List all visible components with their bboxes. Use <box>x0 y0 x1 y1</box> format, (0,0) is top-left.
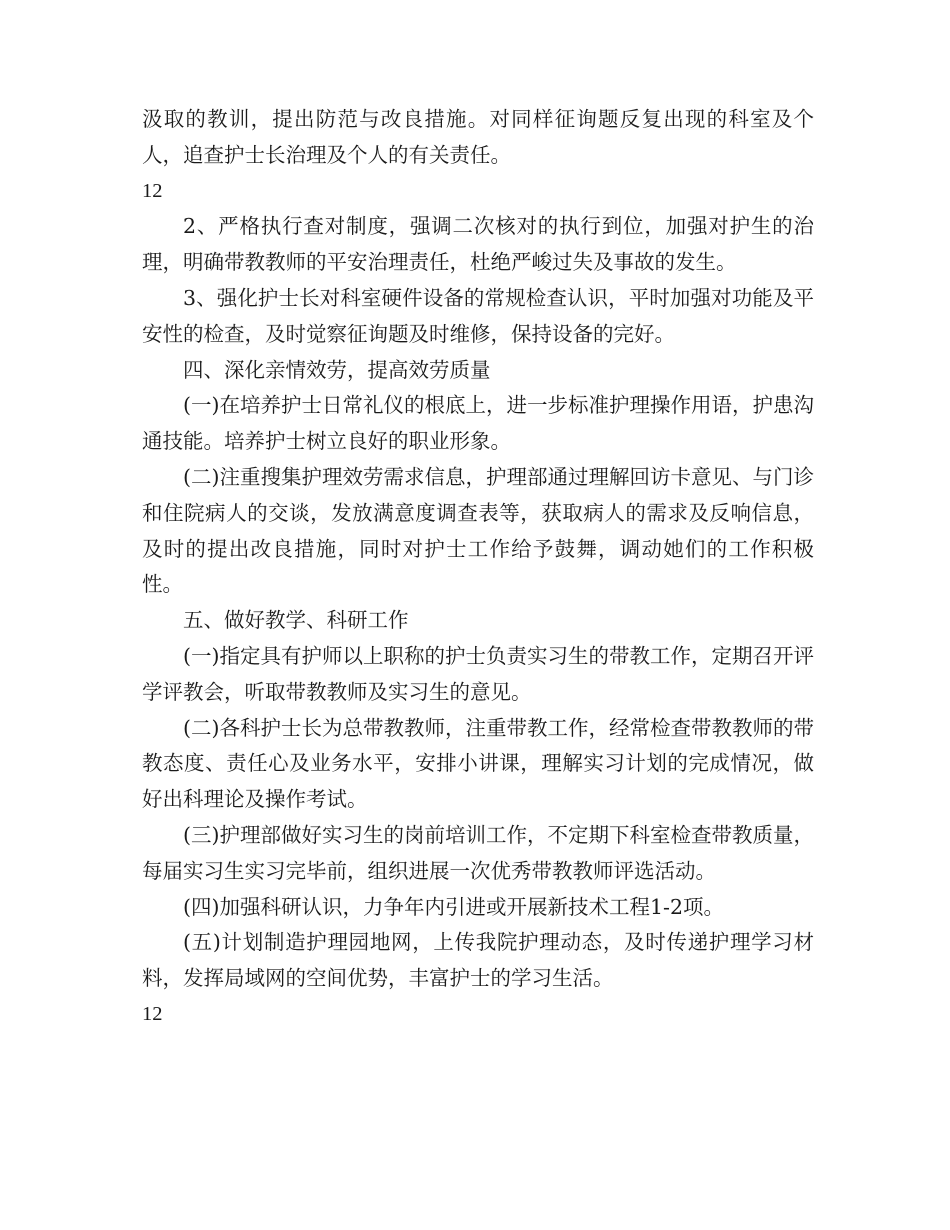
paragraph: (一)在培养护士日常礼仪的根底上，进一步标准护理操作用语，护患沟通技能。培养护士树立良好的职业形象。 <box>142 393 814 454</box>
paragraph: (二)注重搜集护理效劳需求信息，护理部通过理解回访卡意见、与门诊和住院病人的交谈，发放满意度调查表等，获取病人的需求及反响信息，及时的提出改良措施，同时对护士工作给予鼓舞，调动她们的工作积极性。 <box>142 464 814 597</box>
paragraph: 汲取的教训，提出防范与改良措施。对同样征询题反复出现的科室及个人，追查护士长治理及个人的有关责任。 <box>142 107 814 167</box>
paragraph: (三)护理部做好实习生的岗前培训工作，不定期下科室检查带教质量，每届实习生实习完毕前，组织进展一次优秀带教教师评选活动。 <box>142 822 814 883</box>
document-page <box>142 102 814 1033</box>
paragraph: (五)计划制造护理园地网，上传我院护理动态，及时传递护理学习材料，发挥局域网的空间优势，丰富护士的学习生活。 <box>142 930 814 991</box>
paragraph: 2、严格执行查对制度，强调二次核对的执行到位，加强对护生的治理，明确带教教师的平安治理责任，杜绝严峻过失及事故的发生。 <box>142 214 814 275</box>
page-number: 12 <box>142 179 163 202</box>
section-heading: 四、深化亲情效劳，提高效劳质量 <box>183 357 491 382</box>
paragraph: (四)加强科研认识，力争年内引进或开展新技术工程1-2项。 <box>183 894 725 919</box>
paragraph: (二)各科护士长为总带教教师，注重带教工作，经常检查带教教师的带教态度、责任心及业务水平，安排小讲课，理解实习计划的完成情况，做好出科理论及操作考试。 <box>142 715 814 812</box>
section-heading: 五、做好教学、科研工作 <box>183 608 409 633</box>
paragraph: 3、强化护士长对科室硬件设备的常规检查认识，平时加强对功能及平安性的检查，及时觉察征询题及时维修，保持设备的完好。 <box>142 285 814 346</box>
paragraph: (一)指定具有护师以上职称的护士负责实习生的带教工作，定期召开评学评教会，听取带教教师及实习生的意见。 <box>142 643 814 704</box>
page-number: 12 <box>142 1002 163 1025</box>
